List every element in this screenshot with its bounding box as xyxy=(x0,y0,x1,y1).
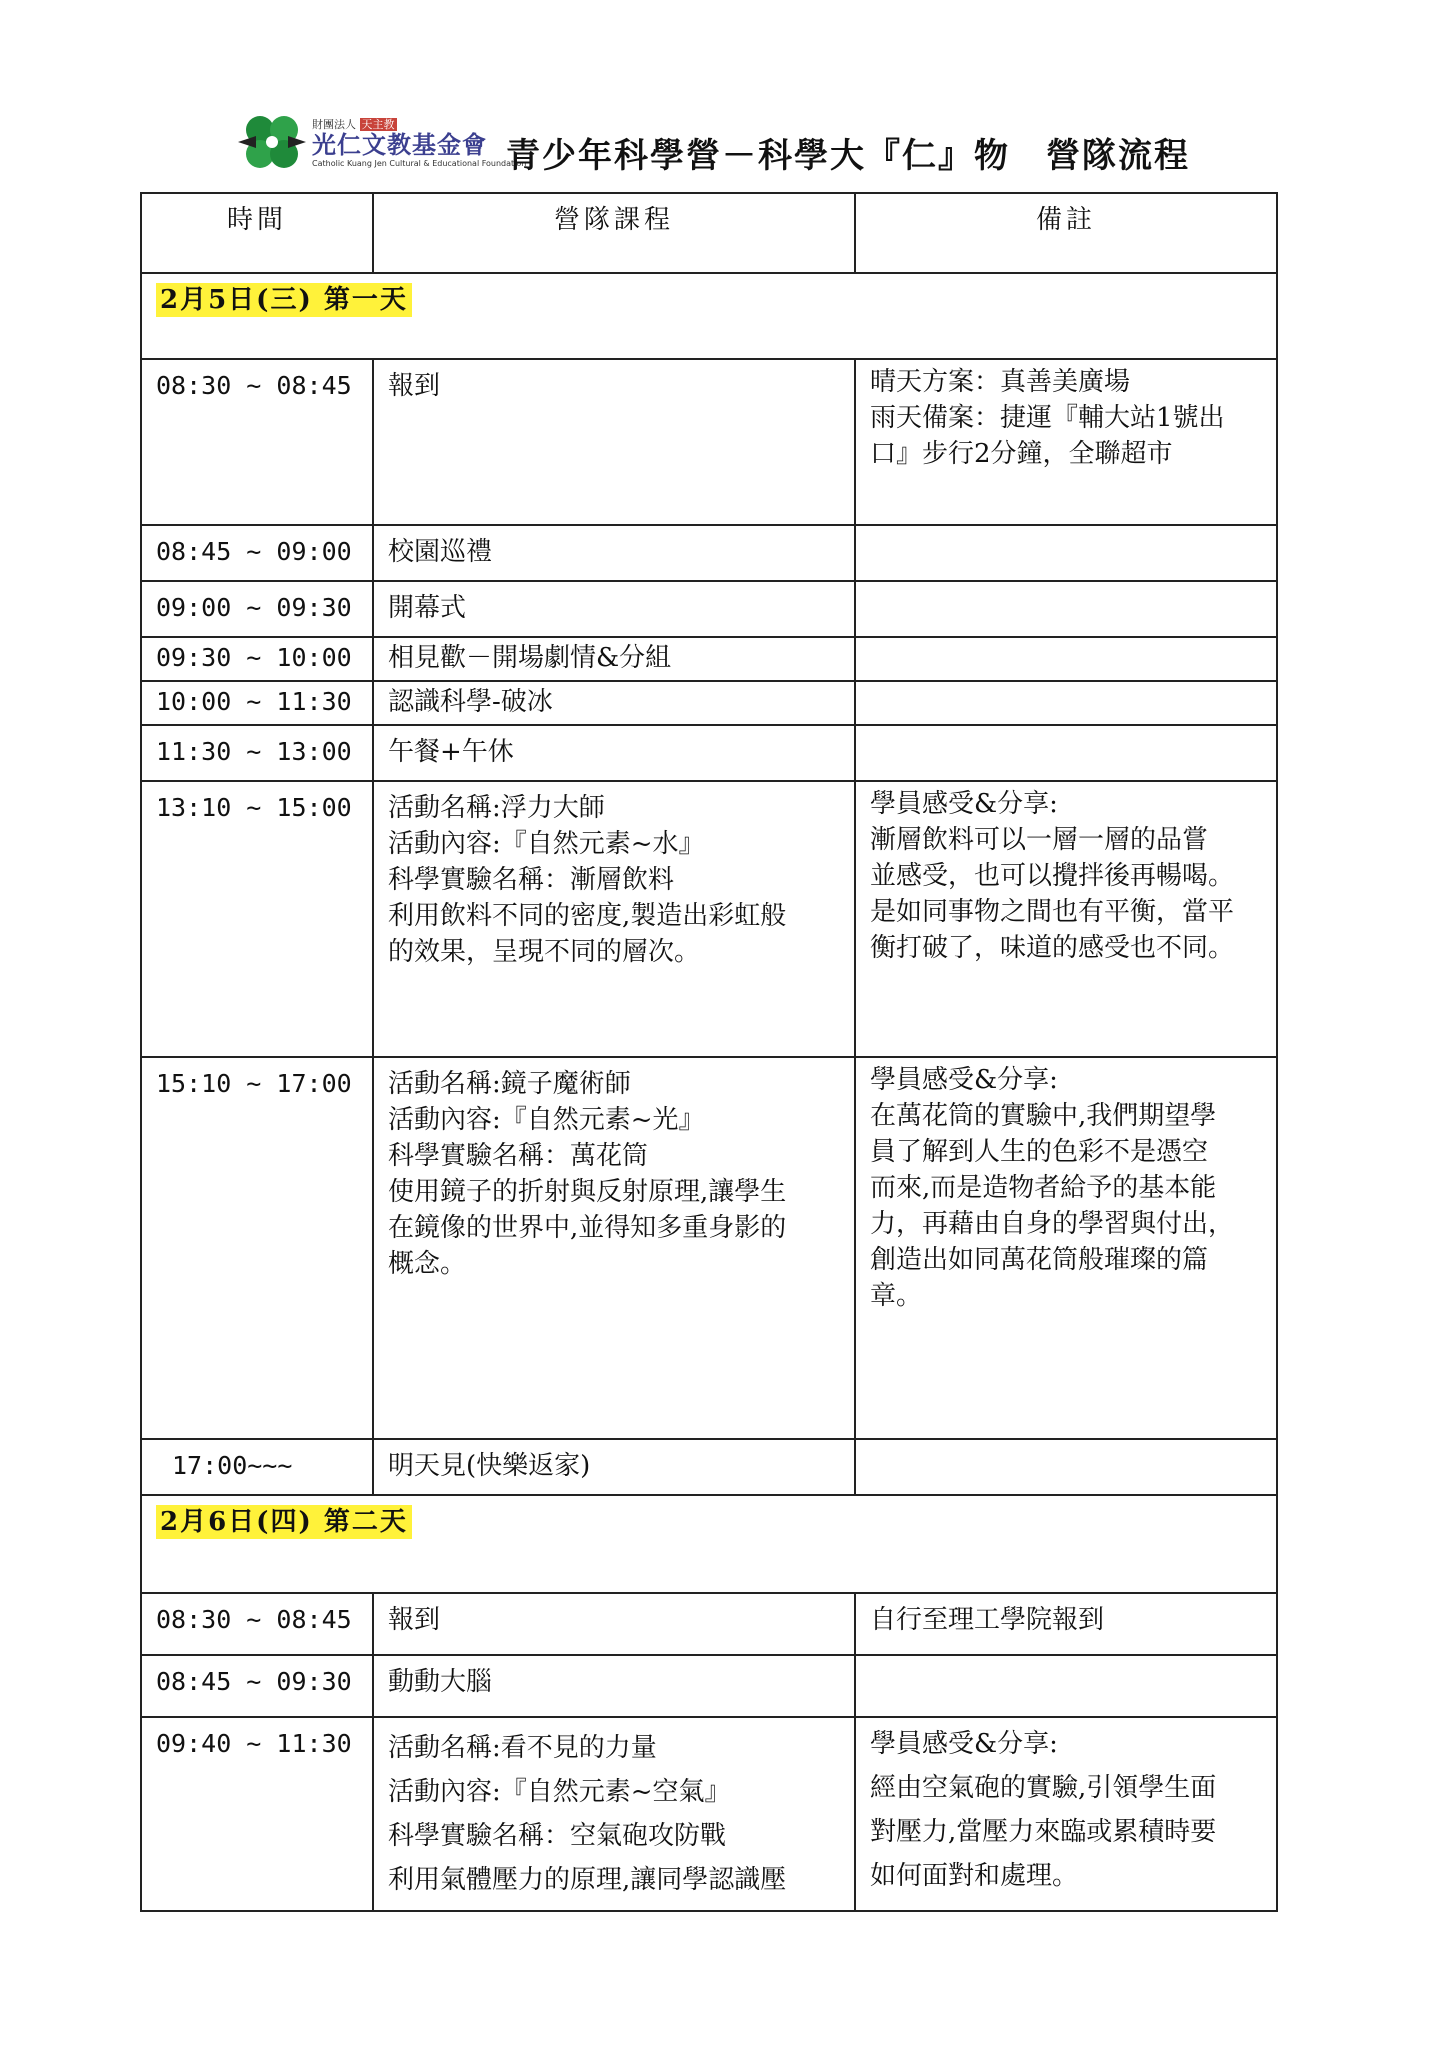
remark-line: 是如同事物之間也有平衡，當平 xyxy=(870,897,1235,927)
remark-line: 經由空氣砲的實驗,引領學生面 xyxy=(870,1773,1217,1803)
course-line: 科學實驗名稱：漸層飲料 xyxy=(388,865,675,895)
day-row xyxy=(141,1495,1277,1593)
remark-line: 而來,而是造物者給予的基本能 xyxy=(870,1173,1217,1203)
day-label-cell xyxy=(141,1495,1277,1593)
day-label: 2月6日(四) 第二天 xyxy=(156,1505,412,1539)
table-row xyxy=(141,525,1277,581)
table-row xyxy=(141,359,1277,525)
course-line: 活動名稱:鏡子魔術師 xyxy=(388,1069,631,1099)
day-label: 2月5日(三) 第一天 xyxy=(156,283,412,317)
remark-line: 雨天備案：捷運『輔大站1號出 xyxy=(870,403,1225,433)
logo-main-text: 光仁文教基金會 xyxy=(312,130,487,159)
day-row xyxy=(141,273,1277,359)
course-cell: 報到 xyxy=(373,1593,855,1655)
table-row xyxy=(141,1655,1277,1717)
remarks-cell xyxy=(855,1717,1277,1911)
remark-line: 章。 xyxy=(870,1281,923,1311)
remark-line: 漸層飲料可以一層一層的品嘗 xyxy=(870,825,1209,855)
course-line: 的效果，呈現不同的層次。 xyxy=(388,937,701,967)
document-header xyxy=(236,104,1276,184)
remarks-cell xyxy=(855,581,1277,637)
time-cell: 13:10 ~ 15:00 xyxy=(141,781,373,1057)
course-line: 科學實驗名稱：空氣砲攻防戰 xyxy=(388,1821,727,1851)
remark-line: 在萬花筒的實驗中,我們期望學 xyxy=(870,1101,1217,1131)
course-cell: 明天見(快樂返家) xyxy=(373,1439,855,1495)
logo-small-text: 財團法人 天主教 xyxy=(312,118,395,131)
logo-sub-text: Catholic Kuang Jen Cultural & Educational Foundation xyxy=(312,159,527,168)
table-row xyxy=(141,781,1277,1057)
remark-line: 創造出如同萬花筒般璀璨的篇 xyxy=(870,1245,1209,1275)
time-cell: 08:30 ~ 08:45 xyxy=(141,1593,373,1655)
logo-badge: 天主教 xyxy=(361,118,395,131)
remark-line: 學員感受&分享: xyxy=(870,789,1058,819)
course-line: 報到 xyxy=(388,371,441,401)
table-header-row xyxy=(141,193,1277,273)
remarks-cell xyxy=(855,781,1277,1057)
table-row xyxy=(141,1593,1277,1655)
table-row xyxy=(141,1439,1277,1495)
clover-icon xyxy=(236,112,308,174)
remarks-cell xyxy=(855,359,1277,525)
course-cell: 校園巡禮 xyxy=(373,525,855,581)
foundation-logo xyxy=(236,112,527,178)
column-header-time: 時間 xyxy=(141,193,373,273)
page-title: 青少年科學營－科學大『仁』物 營隊流程 xyxy=(506,136,1190,176)
course-cell: 認識科學-破冰 xyxy=(373,681,855,725)
column-header-remarks: 備註 xyxy=(855,193,1277,273)
course-cell: 相見歡－開場劇情&分組 xyxy=(373,637,855,681)
remarks-cell xyxy=(855,1057,1277,1439)
course-line: 概念。 xyxy=(388,1249,467,1279)
remark-line: 力，再藉由自身的學習與付出， xyxy=(870,1209,1235,1239)
remark-line: 對壓力,當壓力來臨或累積時要 xyxy=(870,1817,1217,1847)
remark-line: 晴天方案：真善美廣場 xyxy=(870,367,1131,397)
course-cell xyxy=(373,1057,855,1439)
course-line: 在鏡像的世界中,並得知多重身影的 xyxy=(388,1213,787,1243)
time-cell: 08:30 ~ 08:45 xyxy=(141,359,373,525)
remarks-cell xyxy=(855,1655,1277,1717)
time-cell: 11:30 ~ 13:00 xyxy=(141,725,373,781)
time-cell: 08:45 ~ 09:00 xyxy=(141,525,373,581)
remarks-cell xyxy=(855,637,1277,681)
course-cell xyxy=(373,1717,855,1911)
time-cell: 15:10 ~ 17:00 xyxy=(141,1057,373,1439)
time-cell: 17:00~~~ xyxy=(141,1439,373,1495)
day-label-cell xyxy=(141,273,1277,359)
column-header-course: 營隊課程 xyxy=(373,193,855,273)
remarks-cell xyxy=(855,1439,1277,1495)
remarks-cell xyxy=(855,525,1277,581)
course-cell xyxy=(373,781,855,1057)
table-row xyxy=(141,581,1277,637)
remark-line: 如何面對和處理。 xyxy=(870,1861,1079,1891)
remarks-cell xyxy=(855,681,1277,725)
course-line: 活動內容:『自然元素~水』 xyxy=(388,829,705,859)
table-row xyxy=(141,681,1277,725)
table-row xyxy=(141,637,1277,681)
course-line: 使用鏡子的折射與反射原理,讓學生 xyxy=(388,1177,787,1207)
remark-line: 學員感受&分享: xyxy=(870,1065,1058,1095)
course-line: 利用氣體壓力的原理,讓同學認識壓 xyxy=(388,1865,787,1895)
remark-line: 學員感受&分享: xyxy=(870,1729,1058,1759)
remark-line: 衡打破了，味道的感受也不同。 xyxy=(870,933,1235,963)
time-cell: 09:40 ~ 11:30 xyxy=(141,1717,373,1911)
remarks-cell xyxy=(855,725,1277,781)
course-line: 科學實驗名稱：萬花筒 xyxy=(388,1141,649,1171)
time-cell: 09:30 ~ 10:00 xyxy=(141,637,373,681)
remark-line: 並感受，也可以攪拌後再暢喝。 xyxy=(870,861,1235,891)
course-line: 活動名稱:浮力大師 xyxy=(388,793,605,823)
time-cell: 08:45 ~ 09:30 xyxy=(141,1655,373,1717)
course-cell xyxy=(373,359,855,525)
table-row xyxy=(141,725,1277,781)
course-cell: 開幕式 xyxy=(373,581,855,637)
schedule-table xyxy=(140,192,1278,1912)
course-cell: 午餐+午休 xyxy=(373,725,855,781)
course-line: 活動內容:『自然元素~空氣』 xyxy=(388,1777,731,1807)
course-cell: 動動大腦 xyxy=(373,1655,855,1717)
remark-line: 口』步行2分鐘，全聯超市 xyxy=(870,439,1173,469)
course-line: 利用飲料不同的密度,製造出彩虹般 xyxy=(388,901,787,931)
time-cell: 10:00 ~ 11:30 xyxy=(141,681,373,725)
remark-line: 員了解到人生的色彩不是憑空 xyxy=(870,1137,1209,1167)
table-row xyxy=(141,1057,1277,1439)
course-line: 活動名稱:看不見的力量 xyxy=(388,1733,657,1763)
course-line: 活動內容:『自然元素~光』 xyxy=(388,1105,705,1135)
logo-text xyxy=(312,118,527,169)
time-cell: 09:00 ~ 09:30 xyxy=(141,581,373,637)
table-row xyxy=(141,1717,1277,1911)
remarks-cell: 自行至理工學院報到 xyxy=(855,1593,1277,1655)
